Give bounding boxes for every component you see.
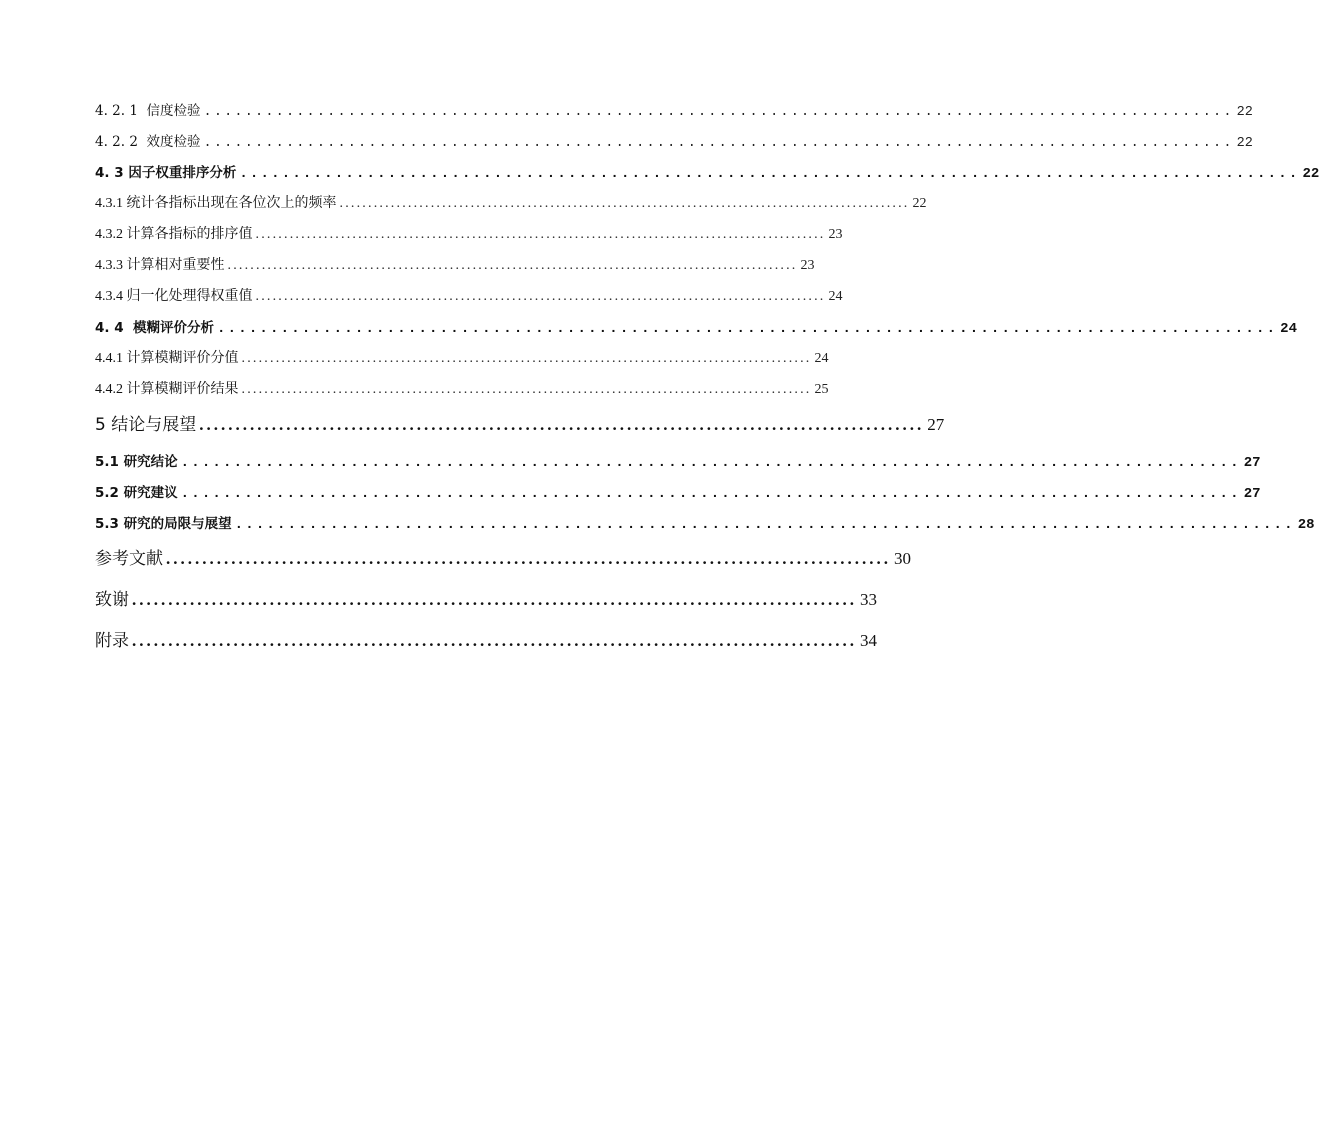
dot-leader: .................................................................................................... bbox=[234, 517, 1295, 533]
toc-entry-4-3-1[interactable] bbox=[95, 193, 927, 224]
dot-leader: .................................................................................................... bbox=[199, 415, 925, 434]
toc-title: 计算各指标的排序值 bbox=[126, 227, 253, 242]
dot-leader: .................................................................................................... bbox=[339, 196, 910, 211]
toc-entry-4-4-1[interactable] bbox=[95, 348, 829, 379]
dot-leader: .................................................................................................... bbox=[132, 631, 857, 650]
toc-number: 5.1 bbox=[95, 454, 119, 470]
dot-leader: .................................................................................................... bbox=[180, 455, 1241, 471]
dot-leader: .................................................................................................... bbox=[241, 351, 812, 366]
toc-title: 研究建议 bbox=[123, 485, 178, 501]
toc-page-number: 22 bbox=[1236, 105, 1253, 120]
toc-entry-4-3-3[interactable] bbox=[95, 255, 815, 286]
toc-appendix[interactable] bbox=[95, 626, 877, 667]
dot-leader: .................................................................................................... bbox=[227, 258, 798, 273]
toc-number: 4. 2. 2 bbox=[95, 134, 138, 150]
toc-page-number: 33 bbox=[860, 590, 877, 609]
toc-title: 归一化处理得权重值 bbox=[126, 289, 253, 304]
toc-entry-5-2[interactable] bbox=[95, 482, 1261, 513]
toc-number: 5.3 bbox=[95, 516, 119, 532]
dot-leader: .................................................................................................... bbox=[203, 105, 1234, 120]
toc-entry-4-4-2[interactable] bbox=[95, 379, 829, 410]
toc-number: 4.3.4 bbox=[95, 289, 123, 304]
toc-title: 研究结论 bbox=[123, 454, 178, 470]
toc-page-number: 24 bbox=[828, 289, 843, 304]
toc-page-number: 22 bbox=[912, 196, 927, 211]
toc-acknowledgements[interactable] bbox=[95, 585, 877, 626]
toc-page-number: 23 bbox=[800, 258, 815, 273]
toc-chapter-5[interactable] bbox=[95, 410, 945, 451]
dot-leader: .................................................................................................... bbox=[166, 549, 891, 568]
dot-leader: .................................................................................................... bbox=[132, 590, 857, 609]
dot-leader: .................................................................................................... bbox=[203, 136, 1234, 151]
toc-page-number: 34 bbox=[860, 631, 877, 650]
toc-title: 统计各指标出现在各位次上的频率 bbox=[126, 196, 337, 211]
toc-page-number: 27 bbox=[1243, 455, 1261, 471]
dot-leader: .................................................................................................... bbox=[241, 382, 812, 397]
toc-page-number: 24 bbox=[814, 351, 829, 366]
toc-number: 4.4.1 bbox=[95, 351, 123, 366]
toc-entry-4-3-2[interactable] bbox=[95, 224, 843, 255]
toc-entry-5-3[interactable] bbox=[95, 513, 1315, 544]
toc-page-number: 27 bbox=[1243, 486, 1261, 502]
dot-leader: .................................................................................................... bbox=[239, 166, 1300, 182]
toc-page-number: 28 bbox=[1297, 517, 1315, 533]
toc-number: 4.3.3 bbox=[95, 258, 123, 273]
toc-entry-4-4[interactable] bbox=[95, 317, 1297, 348]
toc-title: 模糊评价分析 bbox=[133, 320, 215, 336]
toc-entry-5-1[interactable] bbox=[95, 451, 1261, 482]
dot-leader: .................................................................................................... bbox=[255, 227, 826, 242]
toc-title: 计算模糊评价结果 bbox=[126, 382, 239, 397]
toc-number: 5.2 bbox=[95, 485, 119, 501]
toc-title: 致谢 bbox=[95, 590, 129, 610]
toc-title: 结论与展望 bbox=[111, 415, 197, 435]
toc-number: 4.3.1 bbox=[95, 196, 123, 211]
dot-leader: .................................................................................................... bbox=[217, 321, 1278, 337]
toc-title: 因子权重排序分析 bbox=[128, 165, 237, 181]
toc-entry-4-3[interactable] bbox=[95, 162, 1319, 193]
toc-page-number: 23 bbox=[828, 227, 843, 242]
toc-references[interactable] bbox=[95, 544, 911, 585]
toc-title: 信度检验 bbox=[146, 103, 201, 119]
toc-title: 效度检验 bbox=[146, 134, 201, 150]
toc-entry-4-3-4[interactable] bbox=[95, 286, 843, 317]
toc-page-number: 22 bbox=[1236, 136, 1253, 151]
toc-number: 4. 3 bbox=[95, 165, 124, 181]
toc-page-number: 24 bbox=[1280, 321, 1297, 337]
toc-title: 计算模糊评价分值 bbox=[126, 351, 239, 366]
toc-page-number: 22 bbox=[1302, 166, 1319, 182]
toc-number: 4.3.2 bbox=[95, 227, 123, 242]
toc-number: 5 bbox=[95, 415, 106, 435]
table-of-contents bbox=[95, 100, 1319, 667]
toc-title: 计算相对重要性 bbox=[126, 258, 225, 273]
toc-entry-4-2-1[interactable] bbox=[95, 100, 1253, 131]
dot-leader: .................................................................................................... bbox=[180, 486, 1241, 502]
toc-number: 4.4.2 bbox=[95, 382, 123, 397]
toc-page-number: 30 bbox=[894, 549, 911, 568]
toc-title: 研究的局限与展望 bbox=[123, 516, 232, 532]
toc-title: 参考文献 bbox=[95, 549, 163, 569]
toc-number: 4. 2. 1 bbox=[95, 103, 138, 119]
toc-page-number: 27 bbox=[927, 415, 945, 434]
toc-page-number: 25 bbox=[814, 382, 829, 397]
toc-number: 4. 4 bbox=[95, 320, 124, 336]
dot-leader: .................................................................................................... bbox=[255, 289, 826, 304]
toc-entry-4-2-2[interactable] bbox=[95, 131, 1253, 162]
toc-title: 附录 bbox=[95, 631, 129, 651]
